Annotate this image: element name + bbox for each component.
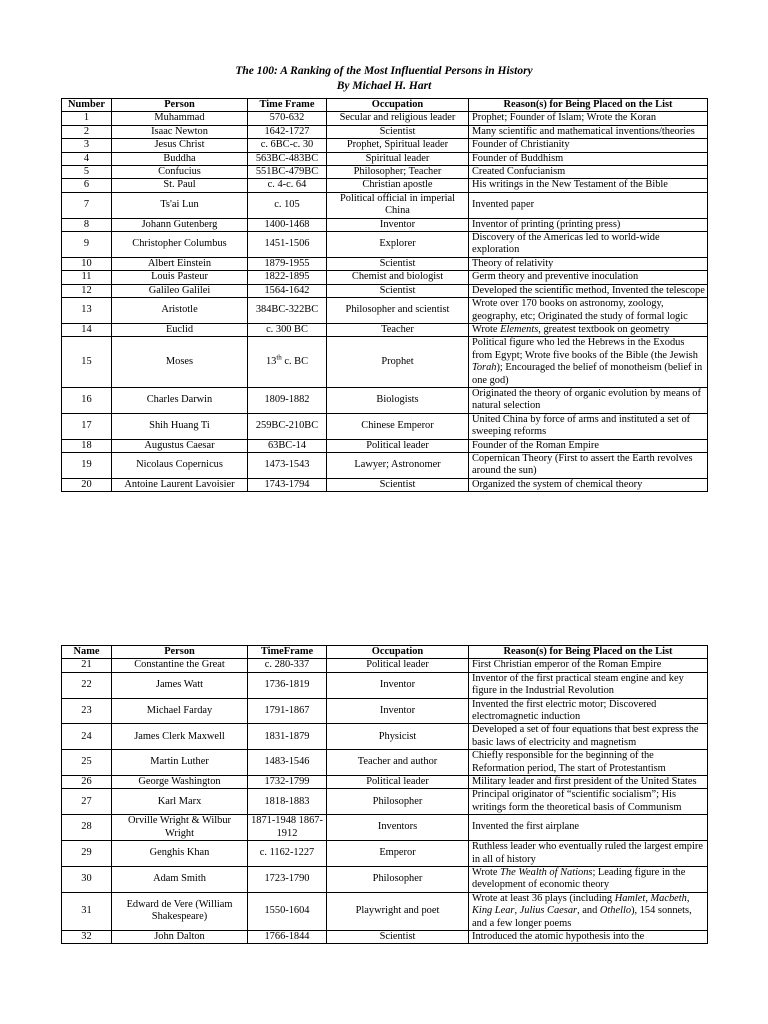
occupation-cell: Scientist bbox=[327, 257, 469, 270]
table-row bbox=[62, 125, 708, 138]
person-cell: Constantine the Great bbox=[112, 659, 248, 672]
reason-text: , bbox=[686, 892, 690, 904]
table-header-row bbox=[62, 99, 708, 112]
table-row bbox=[62, 841, 708, 867]
rank-cell: 20 bbox=[62, 478, 112, 491]
person-cell: John Dalton bbox=[112, 930, 248, 943]
header-reason: Reason(s) for Being Placed on the List bbox=[469, 646, 708, 659]
occupation-cell: Scientist bbox=[327, 125, 469, 138]
rank-cell: 14 bbox=[62, 323, 112, 336]
rank-cell: 8 bbox=[62, 218, 112, 231]
reason-cell: Prophet; Founder of Islam; Wrote the Koran bbox=[469, 112, 708, 125]
reason-cell: Many scientific and mathematical inventions/theories bbox=[469, 125, 708, 138]
time-ordinal-suffix: th bbox=[276, 353, 282, 362]
reason-cell: Invented the first electric motor; Discovered electromagnetic induction bbox=[469, 698, 708, 724]
rank-cell: 12 bbox=[62, 284, 112, 297]
reason-cell: Developed a set of four equations that best express the basic laws of electricity and magnetism bbox=[469, 724, 708, 750]
person-cell: Muhammad bbox=[112, 112, 248, 125]
reason-text: ; Leading figure in the development of economic theory bbox=[472, 866, 686, 891]
reason-title-italic: Julius Caesar bbox=[519, 905, 578, 917]
time-frame-cell: 563BC-483BC bbox=[248, 152, 327, 165]
time-frame-cell: 1818-1883 bbox=[248, 789, 327, 815]
occupation-cell: Scientist bbox=[327, 478, 469, 491]
time-frame-cell: 1642-1727 bbox=[248, 125, 327, 138]
table-row bbox=[62, 930, 708, 943]
reason-text: Wrote at least 36 plays (including bbox=[472, 892, 615, 904]
table-row bbox=[62, 337, 708, 388]
table-row bbox=[62, 698, 708, 724]
rank-cell: 28 bbox=[62, 815, 112, 841]
table-row bbox=[62, 452, 708, 478]
reason-text: , and bbox=[577, 905, 600, 917]
occupation-cell: Inventor bbox=[327, 218, 469, 231]
time-frame-cell: 1736-1819 bbox=[248, 672, 327, 698]
rank-cell: 23 bbox=[62, 698, 112, 724]
reason-cell: Discovery of the Americas led to world-wide exploration bbox=[469, 232, 708, 258]
person-cell: James Watt bbox=[112, 672, 248, 698]
reason-cell: Wrote over 170 books on astronomy, zoology, geography, etc; Originated the study of formal logic bbox=[469, 298, 708, 324]
reason-text: Political figure who led the Hebrews in the Exodus from Egypt; Wrote five books of the Bible (the Jewish bbox=[472, 337, 698, 361]
table-row bbox=[62, 789, 708, 815]
time-suffix: c. BC bbox=[281, 355, 309, 367]
header-time-frame: Time Frame bbox=[248, 99, 327, 112]
reason-cell: Organized the system of chemical theory bbox=[469, 478, 708, 491]
time-frame-cell: 1400-1468 bbox=[248, 218, 327, 231]
reason-title-italic: Macbeth bbox=[650, 892, 687, 904]
reason-text: ); Encouraged the belief of monotheism (belief in one god) bbox=[472, 362, 703, 386]
time-frame-cell: c. 6BC-c. 30 bbox=[248, 139, 327, 152]
occupation-cell: Political official in imperial China bbox=[327, 192, 469, 218]
reason-cell: Introduced the atomic hypothesis into the bbox=[469, 930, 708, 943]
table-row bbox=[62, 672, 708, 698]
person-cell: Confucius bbox=[112, 166, 248, 179]
header-person: Person bbox=[112, 646, 248, 659]
title-line-2: By Michael H. Hart bbox=[336, 80, 432, 92]
person-cell: Euclid bbox=[112, 323, 248, 336]
reason-cell: Founder of Buddhism bbox=[469, 152, 708, 165]
table-row bbox=[62, 166, 708, 179]
table-row bbox=[62, 152, 708, 165]
rank-cell: 3 bbox=[62, 139, 112, 152]
table-header-row bbox=[62, 646, 708, 659]
title-line-1: The 100: A Ranking of the Most Influential Persons in History bbox=[235, 65, 533, 77]
person-cell: Charles Darwin bbox=[112, 387, 248, 413]
table-row bbox=[62, 192, 708, 218]
rank-cell: 30 bbox=[62, 866, 112, 892]
time-frame-cell: 1879-1955 bbox=[248, 257, 327, 270]
header-occupation: Occupation bbox=[327, 99, 469, 112]
occupation-cell: Political leader bbox=[327, 659, 469, 672]
table-row bbox=[62, 750, 708, 776]
table-row bbox=[62, 659, 708, 672]
ranking-table-1 bbox=[61, 98, 708, 492]
time-frame-cell: 1809-1882 bbox=[248, 387, 327, 413]
person-cell: Adam Smith bbox=[112, 866, 248, 892]
rank-cell: 32 bbox=[62, 930, 112, 943]
reason-cell: Germ theory and preventive inoculation bbox=[469, 271, 708, 284]
reason-cell: Principal originator of “scientific socialism”; His writings form the theoretical basis of Communism bbox=[469, 789, 708, 815]
table-row bbox=[62, 139, 708, 152]
time-frame-cell: 1822-1895 bbox=[248, 271, 327, 284]
time-frame-cell: 63BC-14 bbox=[248, 439, 327, 452]
time-frame-cell: 1743-1794 bbox=[248, 478, 327, 491]
header-time-frame: TimeFrame bbox=[248, 646, 327, 659]
occupation-cell: Teacher and author bbox=[327, 750, 469, 776]
occupation-cell: Playwright and poet bbox=[327, 892, 469, 930]
table-row bbox=[62, 724, 708, 750]
occupation-cell: Lawyer; Astronomer bbox=[327, 452, 469, 478]
person-cell: Genghis Khan bbox=[112, 841, 248, 867]
occupation-cell: Philosopher bbox=[327, 866, 469, 892]
time-frame-cell: c. 105 bbox=[248, 192, 327, 218]
occupation-cell: Political leader bbox=[327, 776, 469, 789]
rank-cell: 17 bbox=[62, 413, 112, 439]
person-cell: Moses bbox=[112, 337, 248, 388]
time-frame-cell: 1723-1790 bbox=[248, 866, 327, 892]
reason-text: , bbox=[645, 892, 651, 904]
person-cell: Johann Gutenberg bbox=[112, 218, 248, 231]
time-frame-cell bbox=[248, 337, 327, 388]
reason-cell: First Christian emperor of the Roman Empire bbox=[469, 659, 708, 672]
occupation-cell: Philosopher bbox=[327, 789, 469, 815]
reason-cell: Chiefly responsible for the beginning of the Reformation period, The start of Protestantism bbox=[469, 750, 708, 776]
time-frame-cell: 1766-1844 bbox=[248, 930, 327, 943]
table-row bbox=[62, 323, 708, 336]
table-row bbox=[62, 387, 708, 413]
reason-cell: Inventor of printing (printing press) bbox=[469, 218, 708, 231]
person-cell: Augustus Caesar bbox=[112, 439, 248, 452]
reason-cell: Theory of relativity bbox=[469, 257, 708, 270]
occupation-cell: Physicist bbox=[327, 724, 469, 750]
occupation-cell: Scientist bbox=[327, 930, 469, 943]
ranking-table-2 bbox=[61, 645, 708, 944]
rank-cell: 25 bbox=[62, 750, 112, 776]
person-cell: Michael Farday bbox=[112, 698, 248, 724]
occupation-cell: Christian apostle bbox=[327, 179, 469, 192]
header-number: Number bbox=[62, 99, 112, 112]
rank-cell: 15 bbox=[62, 337, 112, 388]
reason-text: Wrote bbox=[472, 323, 501, 335]
reason-text: Wrote bbox=[472, 866, 501, 878]
person-cell: James Clerk Maxwell bbox=[112, 724, 248, 750]
rank-cell: 19 bbox=[62, 452, 112, 478]
reason-title-italic: King Lear bbox=[472, 905, 515, 917]
reason-cell bbox=[469, 337, 708, 388]
person-cell: Martin Luther bbox=[112, 750, 248, 776]
rank-cell: 31 bbox=[62, 892, 112, 930]
table-row bbox=[62, 892, 708, 930]
person-cell: St. Paul bbox=[112, 179, 248, 192]
occupation-cell: Prophet, Spiritual leader bbox=[327, 139, 469, 152]
rank-cell: 10 bbox=[62, 257, 112, 270]
occupation-cell: Chinese Emperor bbox=[327, 413, 469, 439]
document-title bbox=[0, 64, 768, 94]
reason-cell: Military leader and first president of the United States bbox=[469, 776, 708, 789]
time-frame-cell: 259BC-210BC bbox=[248, 413, 327, 439]
time-frame-cell: c. 1162-1227 bbox=[248, 841, 327, 867]
rank-cell: 1 bbox=[62, 112, 112, 125]
person-cell: Christopher Columbus bbox=[112, 232, 248, 258]
table-row bbox=[62, 298, 708, 324]
time-frame-cell: 551BC-479BC bbox=[248, 166, 327, 179]
rank-cell: 22 bbox=[62, 672, 112, 698]
person-cell: George Washington bbox=[112, 776, 248, 789]
reason-title-italic: Hamlet bbox=[614, 892, 646, 904]
table-row bbox=[62, 866, 708, 892]
reason-cell: Ruthless leader who eventually ruled the largest empire in all of history bbox=[469, 841, 708, 867]
table-row bbox=[62, 284, 708, 297]
occupation-cell: Inventor bbox=[327, 698, 469, 724]
time-frame-cell: 570-632 bbox=[248, 112, 327, 125]
time-frame-cell: c. 280-337 bbox=[248, 659, 327, 672]
table-row bbox=[62, 815, 708, 841]
time-frame-cell: 1483-1546 bbox=[248, 750, 327, 776]
time-frame-cell: 1564-1642 bbox=[248, 284, 327, 297]
occupation-cell: Secular and religious leader bbox=[327, 112, 469, 125]
reason-cell: Founder of the Roman Empire bbox=[469, 439, 708, 452]
person-cell: Antoine Laurent Lavoisier bbox=[112, 478, 248, 491]
reason-cell: Created Confucianism bbox=[469, 166, 708, 179]
rank-cell: 29 bbox=[62, 841, 112, 867]
rank-cell: 18 bbox=[62, 439, 112, 452]
reason-cell: Developed the scientific method, Invented the telescope bbox=[469, 284, 708, 297]
occupation-cell: Scientist bbox=[327, 284, 469, 297]
person-cell: Edward de Vere (William Shakespeare) bbox=[112, 892, 248, 930]
reason-cell bbox=[469, 892, 708, 930]
person-cell: Jesus Christ bbox=[112, 139, 248, 152]
person-cell: Aristotle bbox=[112, 298, 248, 324]
table-row bbox=[62, 776, 708, 789]
rank-cell: 13 bbox=[62, 298, 112, 324]
occupation-cell: Inventors bbox=[327, 815, 469, 841]
reason-title-italic: Othello bbox=[599, 905, 632, 917]
header-occupation: Occupation bbox=[327, 646, 469, 659]
rank-cell: 5 bbox=[62, 166, 112, 179]
reason-cell: His writings in the New Testament of the Bible bbox=[469, 179, 708, 192]
reason-text: , greatest textbook on geometry bbox=[538, 323, 670, 335]
reason-cell: Founder of Christianity bbox=[469, 139, 708, 152]
rank-cell: 11 bbox=[62, 271, 112, 284]
rank-cell: 21 bbox=[62, 659, 112, 672]
person-cell: Karl Marx bbox=[112, 789, 248, 815]
time-frame-cell: c. 300 BC bbox=[248, 323, 327, 336]
table-row bbox=[62, 439, 708, 452]
occupation-cell: Political leader bbox=[327, 439, 469, 452]
time-frame-cell: 1732-1799 bbox=[248, 776, 327, 789]
header-person: Person bbox=[112, 99, 248, 112]
table-row bbox=[62, 257, 708, 270]
reason-cell: Originated the theory of organic evolution by means of natural selection bbox=[469, 387, 708, 413]
time-frame-cell: 1473-1543 bbox=[248, 452, 327, 478]
person-cell: Shih Huang Ti bbox=[112, 413, 248, 439]
table-row bbox=[62, 112, 708, 125]
time-frame-cell: c. 4-c. 64 bbox=[248, 179, 327, 192]
time-number: 13 bbox=[265, 355, 277, 367]
table-row bbox=[62, 179, 708, 192]
time-frame-cell: 1831-1879 bbox=[248, 724, 327, 750]
reason-title-italic: The Wealth of Nations bbox=[500, 866, 593, 878]
reason-cell: Invented the first airplane bbox=[469, 815, 708, 841]
reason-cell: Inventor of the first practical steam engine and key figure in the Industrial Revolution bbox=[469, 672, 708, 698]
person-cell: Buddha bbox=[112, 152, 248, 165]
rank-cell: 26 bbox=[62, 776, 112, 789]
rank-cell: 4 bbox=[62, 152, 112, 165]
occupation-cell: Chemist and biologist bbox=[327, 271, 469, 284]
rank-cell: 7 bbox=[62, 192, 112, 218]
reason-cell bbox=[469, 866, 708, 892]
person-cell: Louis Pasteur bbox=[112, 271, 248, 284]
time-frame-cell: 1791-1867 bbox=[248, 698, 327, 724]
reason-cell bbox=[469, 323, 708, 336]
occupation-cell: Prophet bbox=[327, 337, 469, 388]
reason-title-italic: Elements bbox=[500, 323, 539, 335]
occupation-cell: Philosopher and scientist bbox=[327, 298, 469, 324]
person-cell: Nicolaus Copernicus bbox=[112, 452, 248, 478]
reason-cell: United China by force of arms and instituted a set of sweeping reforms bbox=[469, 413, 708, 439]
reason-text: , bbox=[514, 905, 520, 917]
time-frame-cell: 1550-1604 bbox=[248, 892, 327, 930]
occupation-cell: Biologists bbox=[327, 387, 469, 413]
person-cell: Ts'ai Lun bbox=[112, 192, 248, 218]
person-cell: Isaac Newton bbox=[112, 125, 248, 138]
occupation-cell: Inventor bbox=[327, 672, 469, 698]
table-row bbox=[62, 218, 708, 231]
reason-cell: Invented paper bbox=[469, 192, 708, 218]
person-cell: Galileo Galilei bbox=[112, 284, 248, 297]
reason-cell: Copernican Theory (First to assert the Earth revolves around the sun) bbox=[469, 452, 708, 478]
occupation-cell: Spiritual leader bbox=[327, 152, 469, 165]
time-frame-cell: 1871-1948 1867-1912 bbox=[248, 815, 327, 841]
person-cell: Orville Wright & Wilbur Wright bbox=[112, 815, 248, 841]
occupation-cell: Teacher bbox=[327, 323, 469, 336]
rank-cell: 24 bbox=[62, 724, 112, 750]
occupation-cell: Emperor bbox=[327, 841, 469, 867]
person-cell: Albert Einstein bbox=[112, 257, 248, 270]
rank-cell: 6 bbox=[62, 179, 112, 192]
time-frame-cell: 1451-1506 bbox=[248, 232, 327, 258]
rank-cell: 2 bbox=[62, 125, 112, 138]
reason-text: ), 154 sonnets, and a few longer poems bbox=[472, 905, 692, 929]
occupation-cell: Explorer bbox=[327, 232, 469, 258]
rank-cell: 16 bbox=[62, 387, 112, 413]
table-row bbox=[62, 271, 708, 284]
occupation-cell: Philosopher; Teacher bbox=[327, 166, 469, 179]
table-row bbox=[62, 413, 708, 439]
time-frame-cell: 384BC-322BC bbox=[248, 298, 327, 324]
rank-cell: 9 bbox=[62, 232, 112, 258]
rank-cell: 27 bbox=[62, 789, 112, 815]
table-row bbox=[62, 232, 708, 258]
reason-title-italic: Torah bbox=[472, 362, 497, 374]
header-name: Name bbox=[62, 646, 112, 659]
header-reason: Reason(s) for Being Placed on the List bbox=[469, 99, 708, 112]
table-row bbox=[62, 478, 708, 491]
